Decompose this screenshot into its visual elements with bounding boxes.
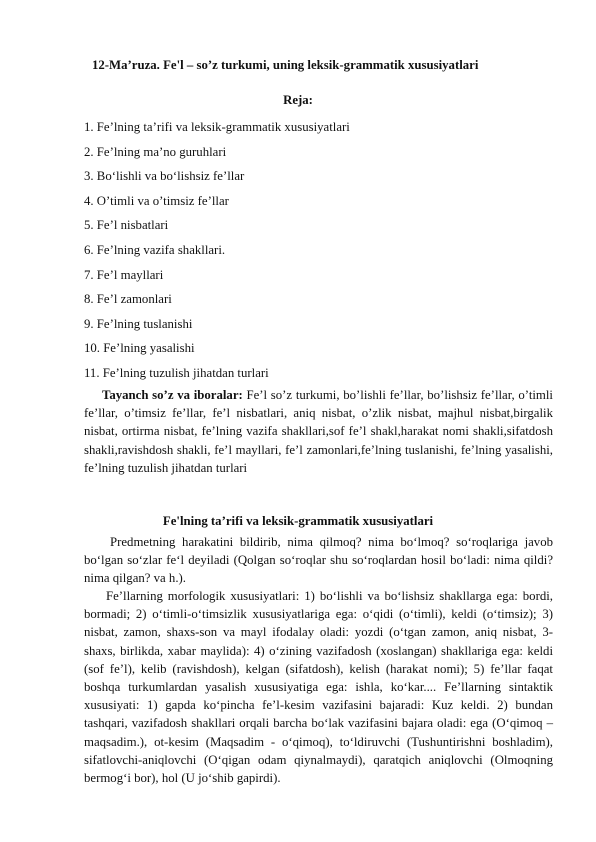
plan-item: 2. Fe’lning ma’no guruhlari [84, 144, 227, 159]
plan-heading: Reja: [283, 93, 313, 107]
keywords-label: Tayanch so’z va iboralar: [102, 388, 243, 402]
plan-item: 8. Fe’l zamonlari [84, 292, 172, 307]
keywords-text: Fe’l so’z turkumi, bo’lishli fe’llar, bo’lishsiz fe’llar, o’timli fe’llar, o’timsiz fe’llar, fe’l nisbatlari, aniq nisbat, o’zlik nisbat, majhul nisbat,birgalik nisbat, ortirma nisbat, fe’lning vazifa shakllari,sof fe’l shakl,harakat nomi shakli,sifatdosh shakli,ravishdosh shakli, fe’l mayllari, fe’l zamonlari,fe’lning tuslanishi, fe’lning yasalishi, fe’lning tuzulish jihatdan turlari [84, 388, 553, 475]
plan-item: 5. Fe’l nisbatlari [84, 218, 169, 233]
section-heading: Fe'lning ta’rifi va leksik-grammatik xususiyatlari [162, 514, 434, 528]
plan-item: 6. Fe’lning vazifa shakllari. [84, 242, 226, 257]
plan-item: 9. Fe’lning tuslanishi [84, 316, 193, 331]
plan-item: 4. O’timli va o’timsiz fe’llar [84, 193, 229, 208]
plan-list [84, 115, 350, 386]
plan-item: 10. Fe’lning yasalishi [84, 341, 195, 356]
plan-item: 3. Bo‘lishli va bo‘lishsiz fe’llar [84, 169, 245, 184]
lecture-title: 12-Ma’ruza. Fe'l – so’z turkumi, uning leksik-grammatik xususiyatlari [92, 58, 479, 72]
plan-item: 7. Fe’l mayllari [84, 267, 164, 282]
keywords-paragraph [84, 386, 553, 477]
definition-paragraph: Predmetning harakatini bildirib, nima qilmoq? nima bo‘lmoq? so‘roqlariga javob bo‘lgan so‘zlar fe‘l deyiladi (Qolgan so‘roqlar shu so‘roqlardan hosil bo‘ladi: nima qildi? nima qilgan? va h.). [84, 535, 553, 586]
plan-item: 11. Fe’lning tuzulish jihatdan turlari [84, 365, 269, 380]
morphology-paragraph: Fe’llarning morfologik xususiyatlari: 1) bo‘lishli va bo‘lishsiz shakllarga ega: bordi, bormadi; 2) o‘timli-o‘timsizlik xususiyatlariga ega: o‘qidi (o‘timli), keldi (o‘timsiz); 3) nisbat, zamon, shaxs-son va mayl ifodalay oladi: yozdi (o‘tgan zamon, aniq nisbat, 3-shaxs, birlikda, xabar maylida): 4) o‘zining vazifadosh (xoslangan) shakllariga ega: keldi (sof fe’l), kelib (ravishdosh), kelgan (sifatdosh), kelish (harakat nomi); 5) fe’llar faqat boshqa turkumlardan yasalish xususiyatiga ega: ishla, ko‘kar.... Fe’llarning sintaktik xususiyati: 1) gapda ko‘pincha fe’l-kesim vazifasini bajaradi: Kuz keldi. 2) bundan tashqari, vazifadosh shakllari orqali barcha bo‘lak vazifasini bajara oladi: ega (O‘qimoq – maqsadim.), ot-kesim (Maqsadim - o‘qimoq), to‘ldiruvchi (Tushuntirishni boshladim), sifatlovchi-aniqlovchi (O‘qigan odam qiynalmaydi), qaratqich aniqlovchi (Olmoqning bermog‘i bor), hol (U jo‘shib gapirdi). [84, 589, 553, 786]
plan-item: 1. Fe’lning ta’rifi va leksik-grammatik xususiyatlari [84, 120, 350, 134]
